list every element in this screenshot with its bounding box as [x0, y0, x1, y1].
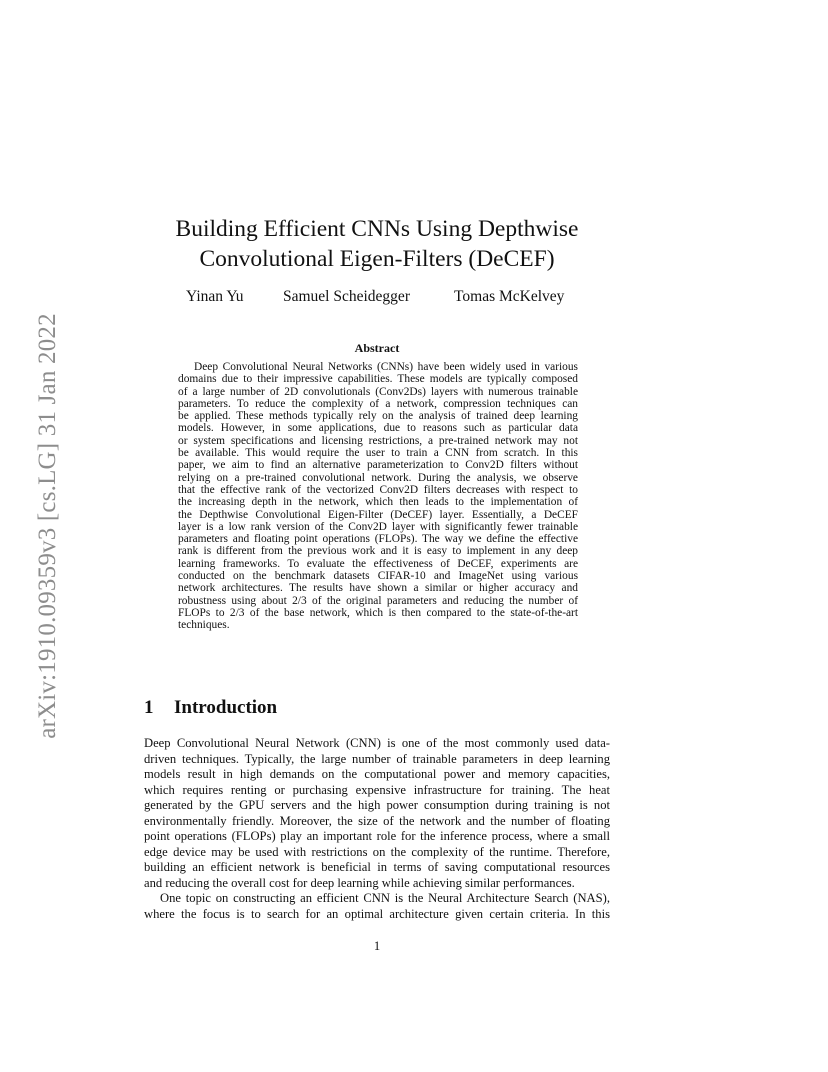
abstract-line: or system specifications and licensing restrictions, a pre-trained network may not — [178, 434, 578, 447]
paragraph-line: generated by the GPU servers and the high power consumption during training is not — [144, 798, 610, 813]
paragraph-line: and reducing the overall cost for deep learning while achieving similar performances. — [144, 875, 575, 890]
abstract-line: that the effective rank of the vectorized Conv2D filters decreases with respect to — [178, 483, 578, 496]
abstract-line: be applied. These methods typically rely on the analysis of trained deep learning — [178, 410, 578, 423]
author-list — [144, 288, 610, 310]
paragraph-line: which requires renting or purchasing expensive infrastructure for training. The heat — [144, 782, 610, 797]
section-number: 1 — [144, 697, 154, 718]
abstract-line: relying on a pre-trained convolutional network. During the analysis, we observe — [178, 471, 578, 484]
author-name: Yinan Yu — [186, 288, 244, 305]
arxiv-identifier-stamp: arXiv:1910.09359v3 [cs.LG] 31 Jan 2022 — [34, 313, 61, 739]
abstract-heading: Abstract — [354, 341, 400, 355]
paragraph-line: Deep Convolutional Neural Network (CNN) is one of the most commonly used data- — [144, 736, 610, 750]
abstract-line: models. However, in some applications, due to reasons such as particular data — [178, 422, 578, 435]
abstract-line: FLOPs to 2/3 of the base network, which is then compared to the state-of-the-art — [178, 606, 578, 619]
abstract-line: of a large number of 2D convolutionals (Conv2Ds) layers with numerous trainable — [178, 385, 578, 398]
paragraph-line: driven techniques. Typically, the large number of trainable parameters in deep learning — [144, 751, 610, 766]
section-title: Introduction — [174, 697, 278, 718]
abstract-line: be available. This would require the user to train a CNN from scratch. In this — [178, 447, 578, 460]
abstract-line: learning frameworks. To evaluate the effectiveness of DeCEF, experiments are — [178, 557, 578, 570]
paper-title — [144, 214, 610, 274]
paragraph-line: environmentally friendly. Moreover, the size of the network and the number of floating — [144, 813, 610, 828]
paragraph-line: models result in high demands on the computational power and memory capacities, — [144, 767, 610, 782]
abstract-line: techniques. — [178, 619, 230, 632]
abstract-line: the Depthwise Convolutional Eigen-Filter (DeCEF) layer. Essentially, a DeCEF — [178, 508, 578, 521]
abstract-line: paper, we aim to find an alternative parameterization to Conv2D filters without — [178, 459, 578, 472]
paragraph-line: where the focus is to search for an optimal architecture given certain criteria. In this — [144, 907, 610, 922]
abstract-line: layer is a low rank version of the Conv2D layer with significantly fewer trainable — [178, 520, 578, 533]
page-number: 1 — [373, 939, 381, 953]
abstract-line: rank is different from the previous work and it is easy to implement in any deep — [178, 545, 578, 558]
title-line: Convolutional Eigen-Filters (DeCEF) — [199, 246, 555, 272]
introduction-text — [144, 736, 610, 923]
author-name: Tomas McKelvey — [454, 288, 565, 305]
abstract-line: parameters. To reduce the complexity of a network, compression techniques can — [178, 397, 578, 410]
paragraph-line: edge device may be used with restrictions on the complexity of the runtime. Therefore, — [144, 844, 610, 859]
abstract-line: the increasing depth in the network, which then leads to the implementation of — [178, 496, 578, 509]
abstract-line: Deep Convolutional Neural Networks (CNNs) have been widely used in various — [194, 361, 578, 373]
title-line: Building Efficient CNNs Using Depthwise — [175, 216, 579, 242]
section-heading-introduction — [144, 697, 277, 719]
paragraph-line: building an efficient network is beneficial in terms of saving computational resources — [144, 860, 610, 875]
abstract-line: parameters and floating point operations (FLOPs). The way we define the effective — [178, 533, 578, 546]
abstract-line: domains due to their impressive capabilities. These models are typically composed — [178, 373, 578, 386]
abstract-line: network architectures. The results have shown a similar or higher accuracy and — [178, 582, 578, 595]
abstract-line: robustness using about 2/3 of the original parameters and reducing the number of — [178, 594, 578, 607]
abstract-text — [178, 361, 578, 632]
author-name: Samuel Scheidegger — [283, 288, 410, 305]
abstract-line: conducted on the benchmark datasets CIFAR-10 and ImageNet using various — [178, 570, 578, 583]
paragraph-line: One topic on constructing an efficient CNN is the Neural Architecture Search (NAS), — [160, 891, 610, 906]
paragraph-line: point operations (FLOPs) play an important role for the inference process, where a small — [144, 829, 610, 844]
